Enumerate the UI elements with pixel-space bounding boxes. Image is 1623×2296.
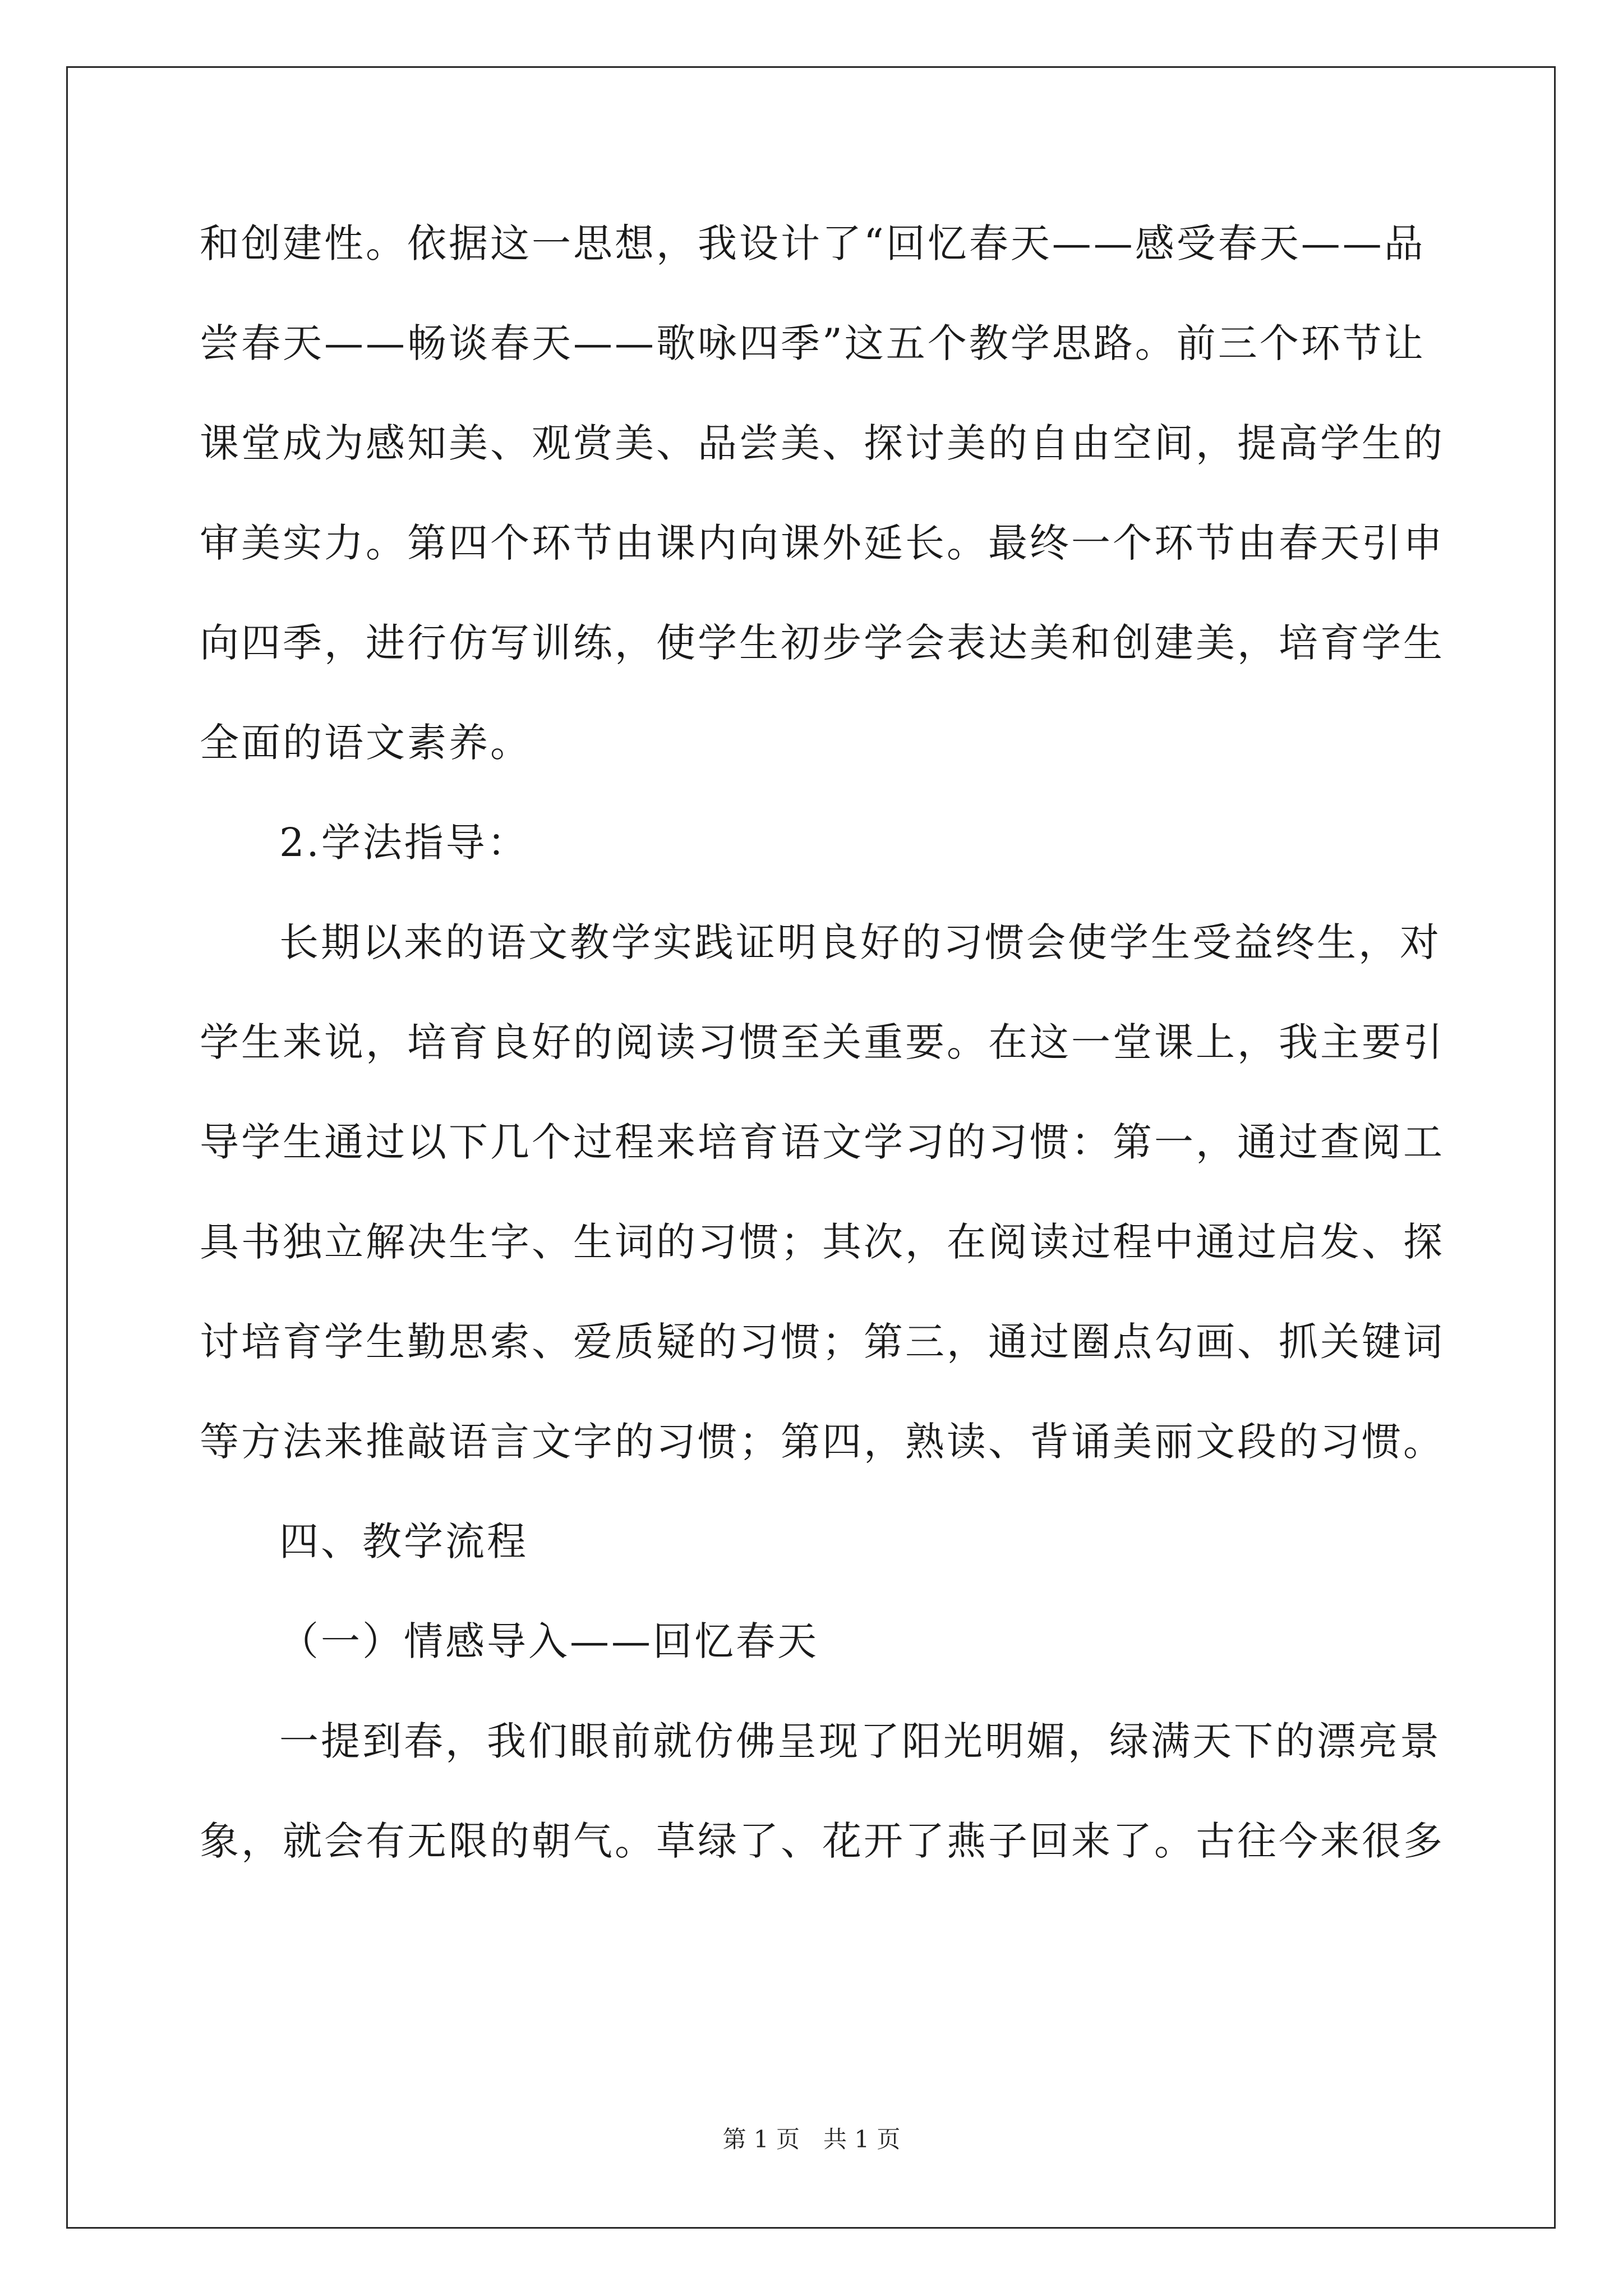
text-line-6: 全面的语文素养。 xyxy=(200,720,532,766)
text-line-2: 尝春天——畅谈春天——歌咏四季”这五个教学思路。前三个环节让 xyxy=(200,320,1426,366)
section-heading-study-method: 2.学法指导： xyxy=(279,820,529,866)
text-line-1: 和创建性。依据这一思想，我设计了“回忆春天——感受春天——品 xyxy=(200,220,1426,266)
text-line-17: 象，就会有无限的朝气。草绿了、花开了燕子回来了。古往今来很多 xyxy=(200,1818,1445,1864)
section-heading-teaching-process: 四、教学流程 xyxy=(279,1519,528,1565)
text-line-12: 讨培育学生勤思索、爱质疑的习惯；第三，通过圈点勾画、抓关键词 xyxy=(200,1319,1445,1365)
text-line-8: 长期以来的语文教学实践证明良好的习惯会使学生受益终生，对 xyxy=(279,919,1441,965)
text-line-16: 一提到春，我们眼前就仿佛呈现了阳光明媚，绿满天下的漂亮景 xyxy=(279,1718,1441,1764)
text-line-11: 具书独立解决生字、生词的习惯；其次，在阅读过程中通过启发、探 xyxy=(200,1219,1445,1265)
text-line-5: 向四季，进行仿写训练，使学生初步学会表达美和创建美，培育学生 xyxy=(200,620,1445,666)
page-number-footer: 第 1 页 共 1 页 xyxy=(722,2125,901,2153)
text-line-10: 导学生通过以下几个过程来培育语文学习的习惯：第一，通过查阅工 xyxy=(200,1119,1445,1165)
text-line-3: 课堂成为感知美、观赏美、品尝美、探讨美的自由空间，提高学生的 xyxy=(200,420,1445,466)
subsection-heading-emotional-intro: （一）情感导入——回忆春天 xyxy=(279,1618,819,1664)
text-line-13: 等方法来推敲语言文字的习惯；第四，熟读、背诵美丽文段的习惯。 xyxy=(200,1419,1445,1465)
text-line-4: 审美实力。第四个环节由课内向课外延长。最终一个环节由春天引申 xyxy=(200,520,1445,566)
text-line-9: 学生来说，培育良好的阅读习惯至关重要。在这一堂课上，我主要引 xyxy=(200,1019,1445,1065)
